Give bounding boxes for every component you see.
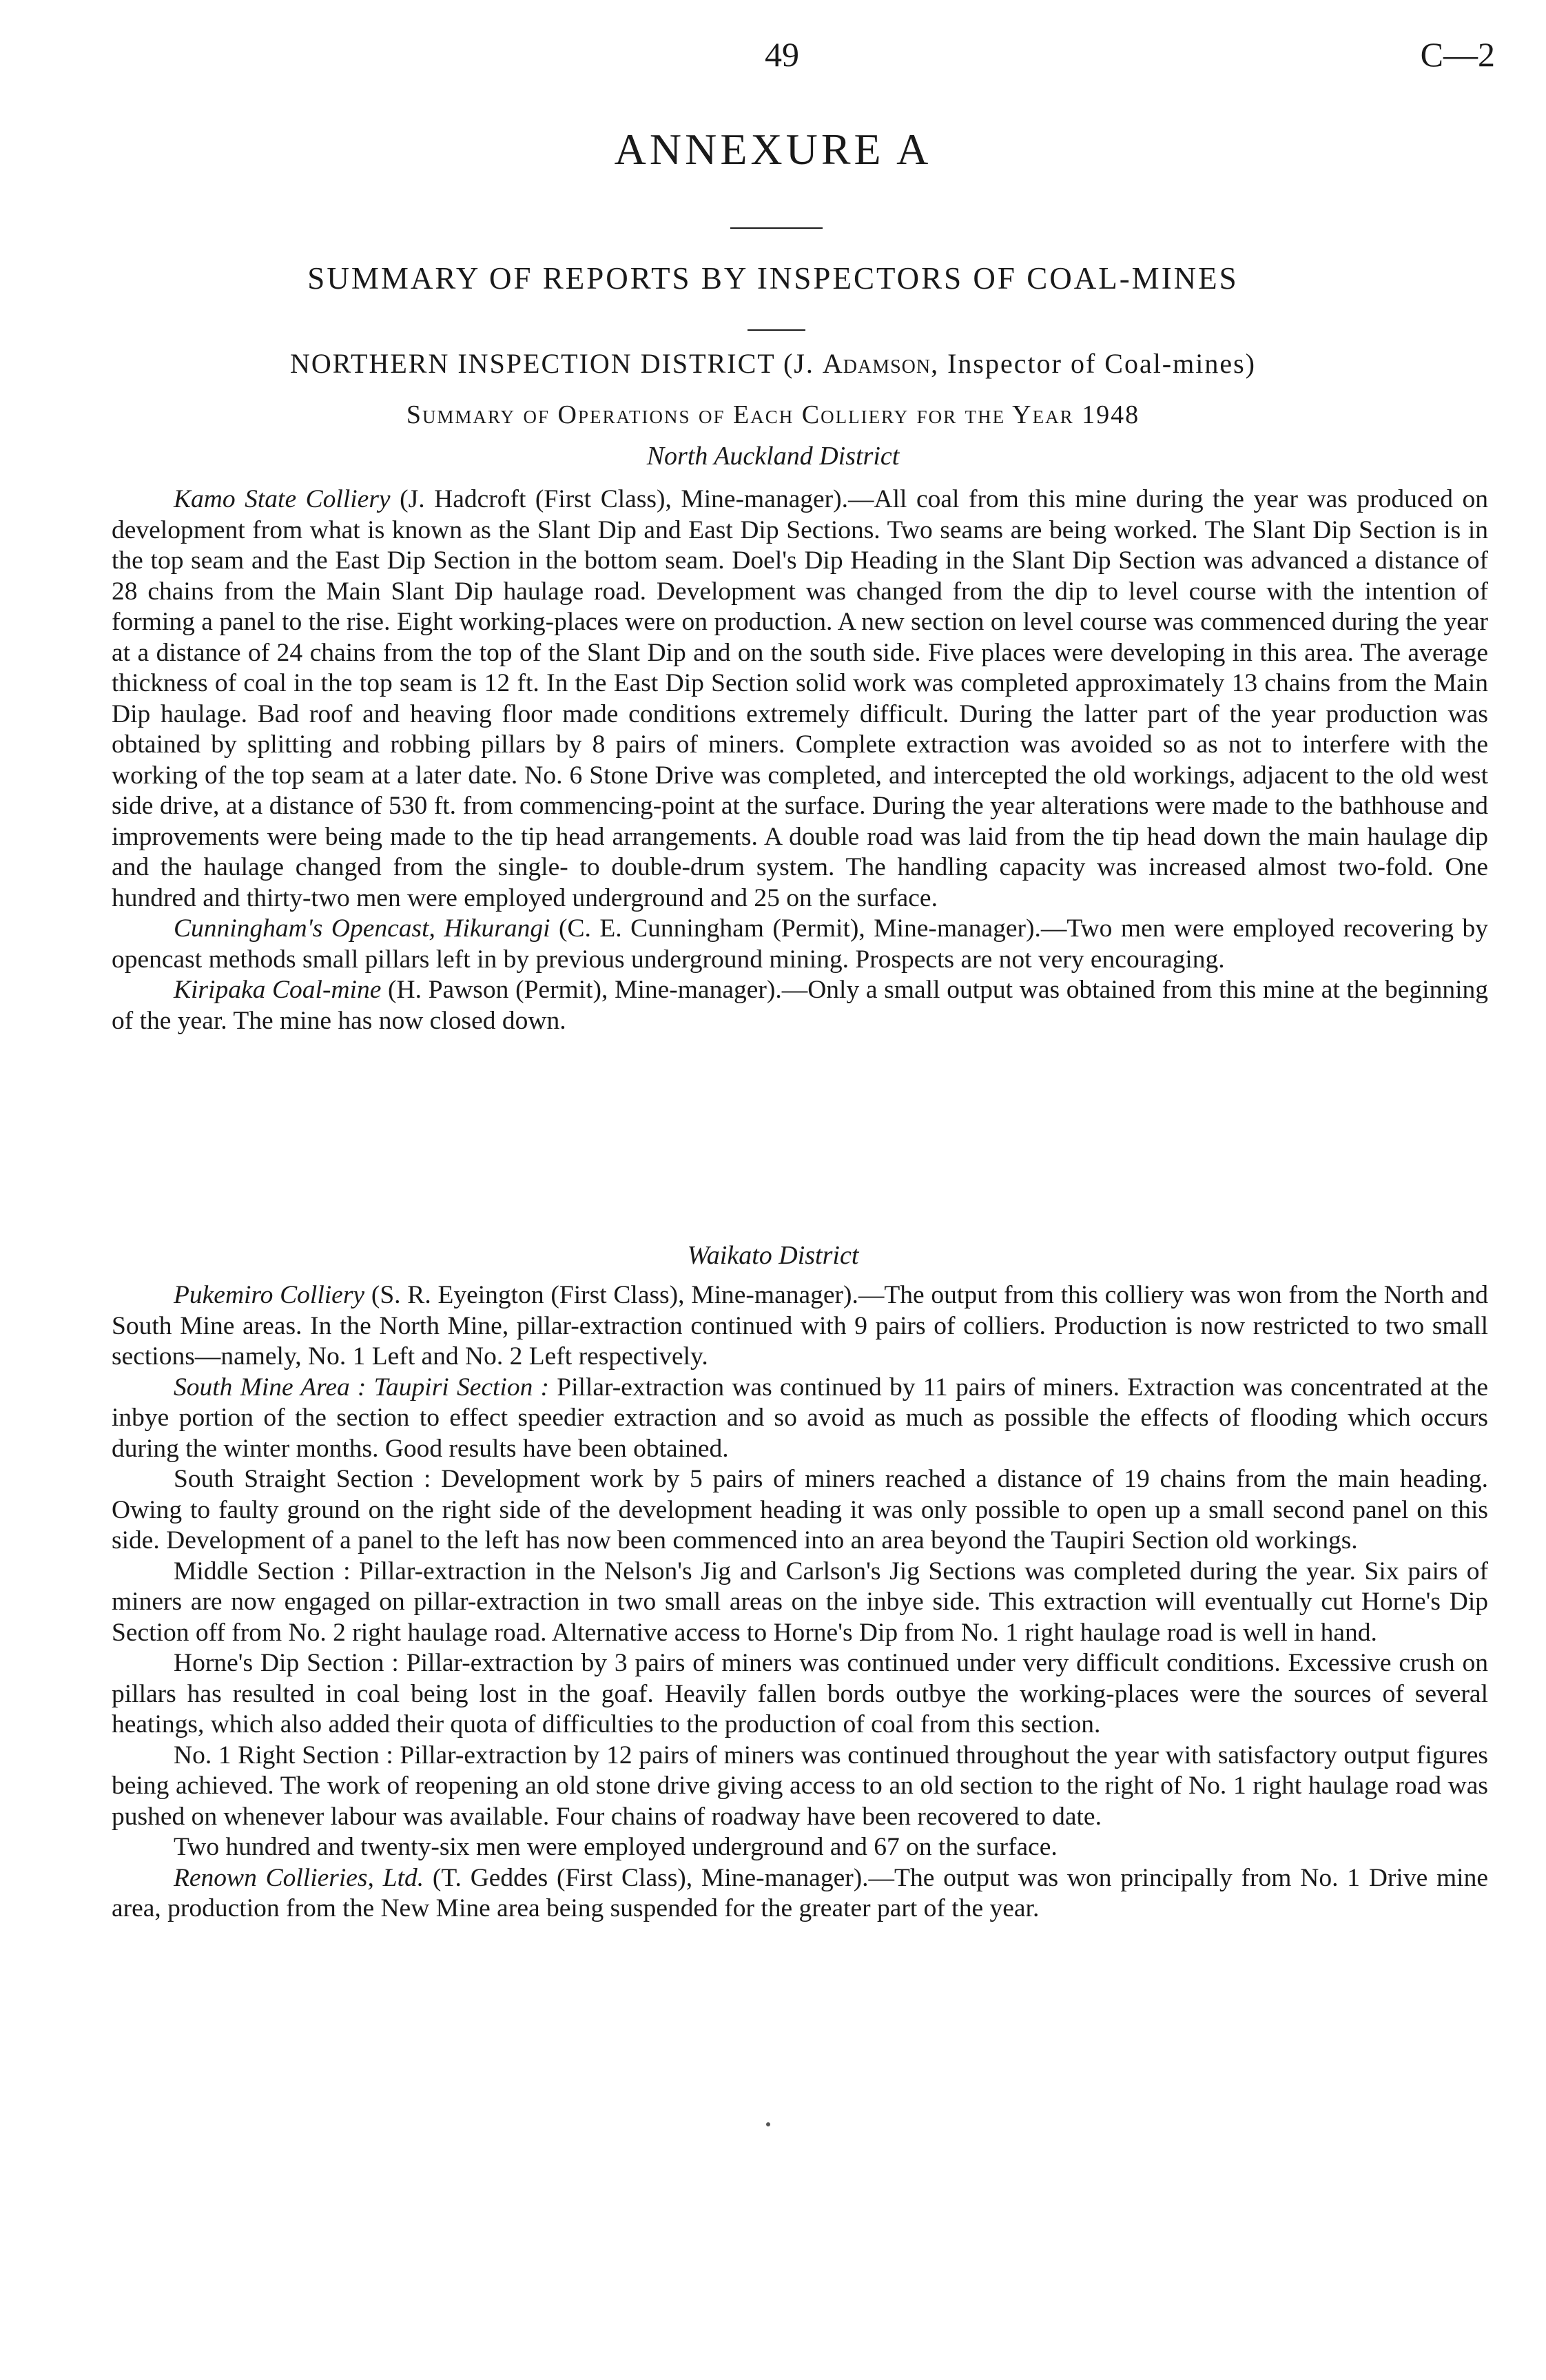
- paragraph-south-straight: [112, 1464, 1488, 1557]
- text-south-mine: Pillar-extraction was continued by 11 pairs of miners. Extraction was concentrated at the inbye portion of the section to effect speedier extraction and so avoid as much as possible the effects of flooding which occurs during the winter months. Good results have been obtained.: [112, 1373, 1488, 1463]
- print-mark: [766, 2122, 770, 2126]
- waikato-body: [112, 1280, 1488, 1925]
- paragraph-hornes-dip: [112, 1648, 1488, 1741]
- text-no1-right: No. 1 Right Section : Pillar-extraction by 12 pairs of miners was continued throughout the year with satisfactory output figures being achieved. The work of reopening an old stone drive giving access to an old section to the right of No. 1 right haulage road was pushed on whenever labour was available. Four chains of roadway have been recovered to date.: [112, 1741, 1488, 1831]
- text-employment: Two hundred and twenty-six men were employed underground and 67 on the surface.: [174, 1833, 1058, 1861]
- summary-divider: [748, 329, 805, 331]
- lead-south-mine: South Mine Area : Taupiri Section :: [174, 1373, 550, 1402]
- lead-kamo: Kamo State Colliery: [174, 485, 391, 513]
- paragraph-south-mine: [112, 1373, 1488, 1465]
- text-renown: (T. Geddes (First Class), Mine-manager).—The output was won principally from No. 1 Drive mine area, production from the New Mine area being suspended for the greater part of the year.: [112, 1863, 1488, 1922]
- paragraph-kiripaka: [112, 975, 1488, 1036]
- inspector-role: , Inspector of Coal-mines): [931, 348, 1256, 379]
- lead-cunningham: Cunningham's Opencast, Hikurangi: [174, 914, 550, 943]
- district-name: NORTHERN INSPECTION DISTRICT (J.: [289, 348, 823, 379]
- paragraph-renown: [112, 1863, 1488, 1925]
- paragraph-kamo: [112, 484, 1488, 914]
- text-kamo: (J. Hadcroft (First Class), Mine-manager).—All coal from this mine during the year was produced on development from what is known as the Slant Dip and East Dip Sections. Two seams are being worked. The Slant Dip Section is in the top seam and the East Dip Section in the bottom seam. Doel's Dip Heading in the Slant Dip Section was advanced a distance of 28 chains from the Main Slant Dip haulage road. Development was changed from the dip to level course with the intention of forming a panel to the rise. Eight working-places were on production. A new section on level course was commenced during the year at a distance of 24 chains from the top of the Slant Dip and on the south side. Five places were developing in this area. The average thickness of coal in the top seam is 12 ft. In the East Dip Section solid work was completed approximately 13 chains from the Main Dip haulage. Bad roof and heaving floor made conditions extremely difficult. During the latter part of the year production was obtained by splitting and robbing pillars by 8 pairs of miners. Complete extraction was avoided so as not to interfere with the working of the top seam at a later date. No. 6 Stone Drive was completed, and intercepted the old workings, adjacent to the old west side drive, at a distance of 530 ft. from commencing-point at the surface. During the year alterations were made to the bathhouse and improvements were being made to the tip head arrangements. A double road was laid from the tip head down the main haulage dip and the haulage changed from the single- to double-drum system. The handling capacity was increased almost two-fold. One hundred and thirty-two men were employed underground and 25 on the surface.: [112, 485, 1488, 912]
- operations-heading: Summary of Operations of Each Colliery for the Year 1948: [406, 400, 1140, 429]
- text-hornes-dip: Horne's Dip Section : Pillar-extraction by 3 pairs of miners was continued under very difficult conditions. Excessive crush on pillars has resulted in coal being lost in the goaf. Heavily fallen bords outbye the working-places were the sources of several heatings, which also added their quota of difficulties to the production of coal from this section.: [112, 1649, 1488, 1738]
- lead-pukemiro: Pukemiro Colliery: [174, 1281, 365, 1309]
- lead-kiripaka: Kiripaka Coal-mine: [174, 976, 382, 1004]
- page-number: 49: [765, 35, 799, 74]
- summary-heading: SUMMARY OF REPORTS BY INSPECTORS OF COAL-MINES: [307, 261, 1239, 296]
- text-cunningham: (C. E. Cunningham (Permit), Mine-manager).—Two men were employed recovering by opencast methods small pillars left in by previous underground mining. Prospects are not very encouraging.: [112, 914, 1488, 974]
- text-pukemiro: (S. R. Eyeington (First Class), Mine-manager).—The output from this colliery was won from the North and South Mine areas. In the North Mine, pillar-extraction continued with 9 pairs of colliers. Production is now restricted to two small sections—namely, No. 1 Left and No. 2 Left respectively.: [112, 1281, 1488, 1371]
- document-code: C—2: [1420, 35, 1495, 74]
- north-auckland-body: [112, 484, 1488, 1036]
- district-heading: [0, 347, 1546, 380]
- section-heading-waikato: Waikato District: [687, 1241, 859, 1270]
- annexure-title: ANNEXURE A: [614, 125, 932, 174]
- section-heading-north-auckland: North Auckland District: [646, 442, 900, 471]
- text-kiripaka: (H. Pawson (Permit), Mine-manager).—Only a small output was obtained from this mine at the beginning of the year. The mine has now closed down.: [112, 976, 1488, 1035]
- text-middle-section: Middle Section : Pillar-extraction in the Nelson's Jig and Carlson's Jig Sections was completed during the year. Six pairs of miners are now engaged on pillar-extraction in two small areas on the inbye side. This extraction will eventually cut Horne's Dip Section off from No. 2 right haulage road. Alternative access to Horne's Dip from No. 1 right haulage road is well in hand.: [112, 1557, 1488, 1647]
- paragraph-pukemiro: [112, 1280, 1488, 1373]
- paragraph-middle-section: [112, 1557, 1488, 1649]
- title-divider: [730, 227, 823, 229]
- inspector-name: Adamson: [822, 348, 931, 379]
- text-south-straight: South Straight Section : Development work by 5 pairs of miners reached a distance of 19 chains from the main heading. Owing to faulty ground on the right side of the development heading it was only possible to open up a small second panel on this side. Development of a panel to the left has now been commenced into an area beyond the Taupiri Section old workings.: [112, 1465, 1488, 1555]
- paragraph-employment: [112, 1832, 1488, 1863]
- paragraph-no1-right: [112, 1741, 1488, 1833]
- lead-renown: Renown Collieries, Ltd.: [174, 1863, 424, 1892]
- paragraph-cunningham: [112, 914, 1488, 975]
